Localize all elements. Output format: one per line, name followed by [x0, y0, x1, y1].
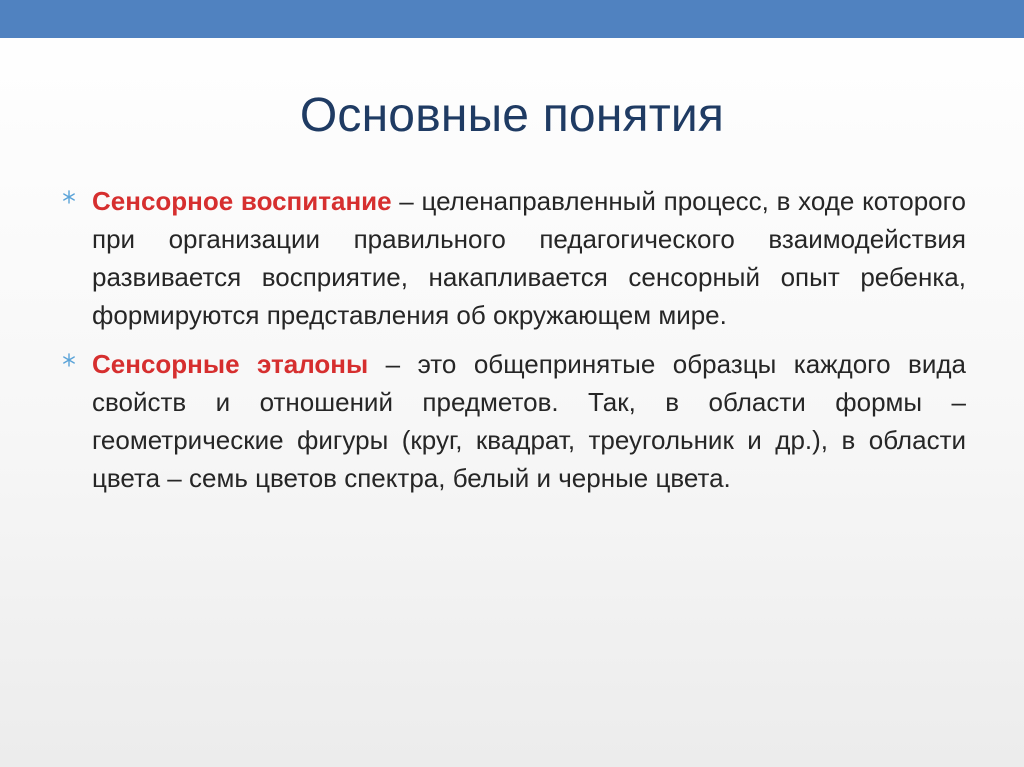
bullet-item-sensory-education — [62, 182, 966, 334]
bullet-term: Сенсорные эталоны — [92, 349, 369, 379]
bullet-definition: – целенаправленный процесс, в ходе которого при организации правильного педагогического взаимодействия развивается восприятие, накапливается сенсорный опыт ребенка, формируются представления об окружающем мире. — [92, 186, 966, 330]
bullet-definition: – это общепринятые образцы каждого вида свойств и отношений предметов. Так, в области формы – геометрические фигуры (круг, квадрат, треугольник и др.), в области цвета – семь цветов спектра, белый и черные цвета. — [92, 349, 966, 493]
bullet-list — [62, 182, 966, 508]
bullet-term: Сенсорное воспитание — [92, 186, 392, 216]
asterisk-icon — [62, 190, 76, 204]
bullet-text — [92, 345, 966, 497]
slide-title: Основные понятия — [299, 89, 725, 142]
bullet-item-sensory-standards — [62, 345, 966, 497]
asterisk-icon — [62, 353, 76, 367]
top-accent-band — [0, 0, 1024, 38]
bullet-text — [92, 182, 966, 334]
